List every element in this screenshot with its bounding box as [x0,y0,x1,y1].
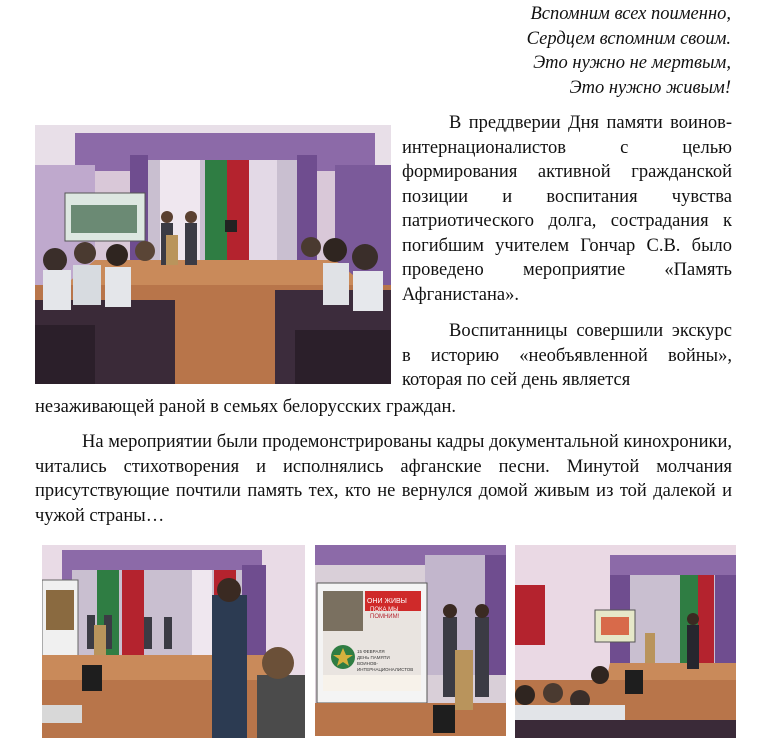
poem-line: Сердцем вспомним своим. [526,28,731,49]
screen-slogan-3: ПОМНИМ! [370,614,400,620]
photo-stage-performance [42,545,305,738]
screen-caption-1: ДЕНЬ ПАМЯТИ [357,655,390,660]
paragraph-excursion-end: незаживающей раной в семьях белорусских граждан. [35,397,457,417]
photo-hall-wide [515,545,736,738]
photo-assembly-hall [35,125,391,384]
paragraph-program: На мероприятии были продемонстрированы кадры документальной кинохроники, читались стихотворения и исполнялись афганские песни. Минутой молчания присутствующие почтили память тех, кто не вернулся домой живым из той далекой и чужой страны… [35,432,732,526]
paragraph-excursion-continued [35,395,732,420]
screen-slogan-2: ПОКА МЫ [370,607,399,613]
poem-line: Это нужно живым! [569,77,731,98]
poem-line: Вспомним всех поименно, [530,4,731,24]
photo-presentation-screen [315,545,506,736]
screen-date: 15 ФЕВРАЛЯ [357,649,385,654]
paragraph-excursion: Воспитанницы совершили экскурс в историю «необъявленной войны», которая по сей день является [402,321,732,390]
poem-line: Это нужно не мертвым, [533,53,731,73]
screen-slogan: ОНИ ЖИВЫ [367,598,407,605]
screen-caption-3: ИНТЕРНАЦИОНАЛИСТОВ [357,667,414,672]
poem-epigraph [331,2,731,100]
paragraph-event-intro: В преддверии Дня памяти воинов-интернационалистов с целью формирования активной гражданской позиции и воспитания чувства патриотического долга, сострадания к погибшим учителем Гончар С.В. было проведено мероприятие «Память Афганистана». [402,113,732,305]
screen-caption-2: ВОИНОВ- [357,661,378,666]
article-text-right [402,111,732,393]
